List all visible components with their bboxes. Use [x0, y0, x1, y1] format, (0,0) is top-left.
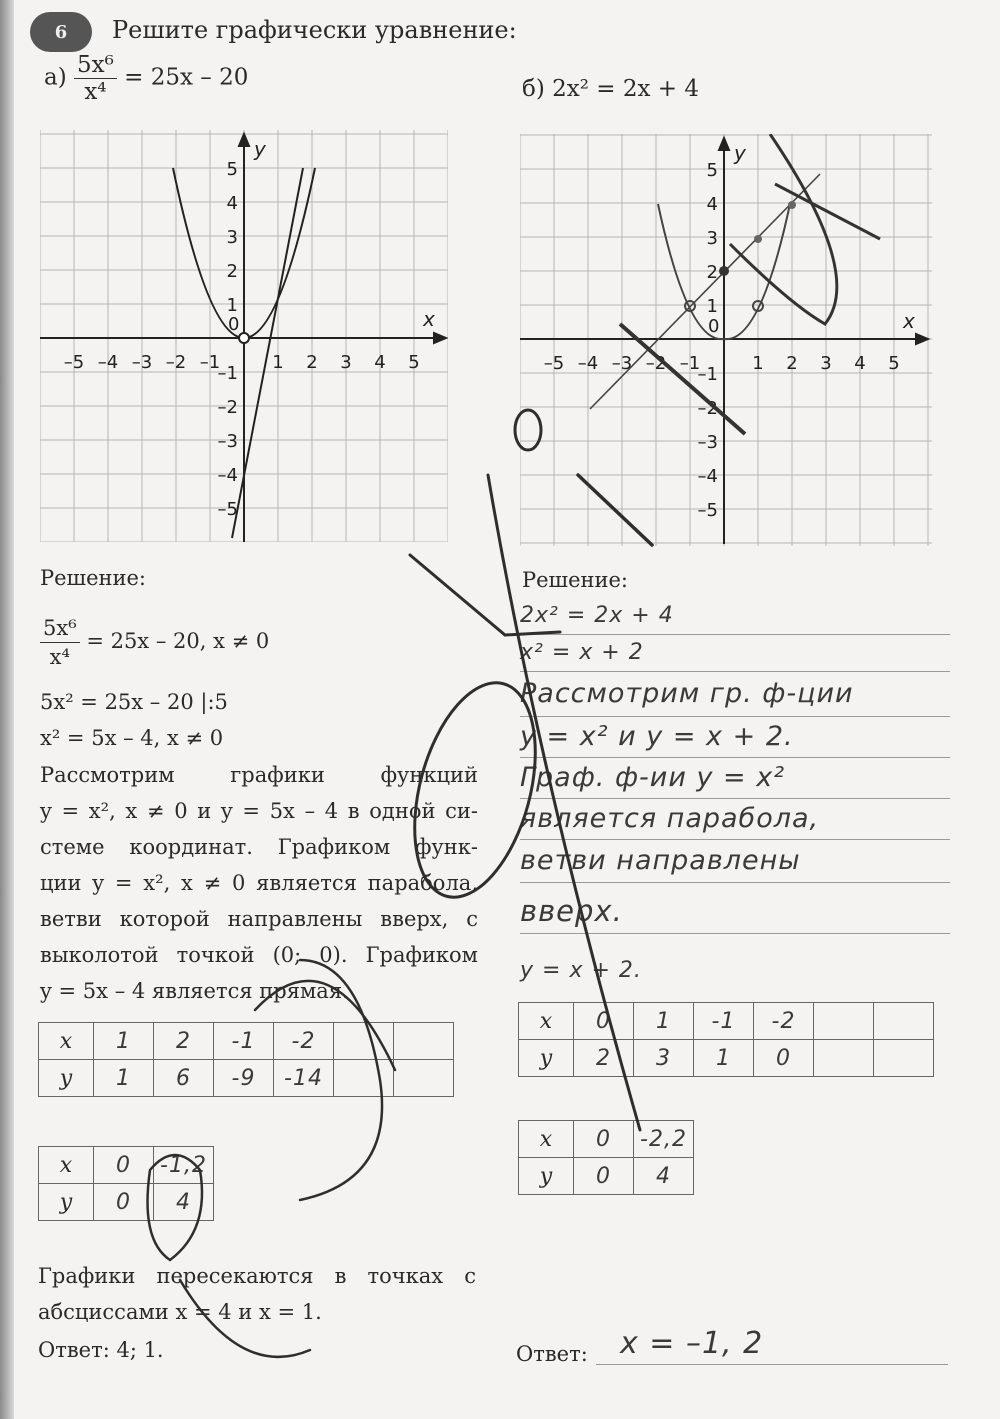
table-header-x: x	[519, 1121, 574, 1158]
part-a-label: а)	[44, 64, 67, 91]
paragraph-line: стеме координат. Графиком функ-	[40, 835, 478, 859]
graph-b	[520, 134, 932, 546]
graph-b-y-arrow	[719, 138, 729, 150]
table-cell: -1	[214, 1023, 274, 1060]
y-tick-label: –4	[217, 465, 238, 486]
x-tick-label: –5	[63, 352, 85, 373]
y-tick-label: 1	[706, 296, 718, 317]
y-tick-label: 1	[226, 295, 238, 316]
part-a-value-table-1	[38, 1022, 454, 1097]
y-tick-label: –4	[697, 466, 718, 487]
table-cell: 1	[634, 1003, 694, 1040]
x-tick-label: –5	[543, 353, 565, 374]
x-tick-label: –2	[165, 352, 187, 373]
graph-b-point	[719, 266, 729, 276]
x-tick-label: –1	[199, 352, 221, 373]
graph-b-x-ticks	[544, 353, 900, 374]
part-a-answer: Ответ: 4; 1.	[38, 1338, 164, 1362]
x-tick-label: –3	[131, 352, 153, 373]
graph-a-x-ticks	[64, 352, 420, 373]
graph-a	[40, 130, 448, 542]
x-tick-label: 3	[820, 353, 832, 374]
part-a-solution-rhs: = 25x – 20, x ≠ 0	[86, 629, 270, 653]
table-cell	[334, 1023, 394, 1060]
table-cell: 1	[94, 1060, 154, 1097]
part-b-equation-text: 2x² = 2x + 4	[552, 76, 699, 102]
part-a-conclusion-line2: абсциссами x = 4 и x = 1.	[38, 1300, 322, 1324]
x-tick-label: 3	[340, 352, 352, 373]
x-tick-label: –1	[679, 353, 701, 374]
x-tick-label: –2	[645, 353, 667, 374]
part-a-conclusion-line1: Графики пересекаются в точках с	[38, 1264, 476, 1288]
y-tick-label: –5	[217, 499, 238, 520]
paragraph-line: y = x², x ≠ 0 и y = 5x – 4 в одной си-	[40, 799, 478, 823]
table-cell: 4	[634, 1158, 694, 1195]
table-header-y: y	[39, 1060, 94, 1097]
x-tick-label: –4	[97, 352, 119, 373]
hand-line: y = x² и y = x + 2.	[520, 717, 950, 758]
graph-a-origin: 0	[228, 314, 240, 335]
part-b-answer-label: Ответ:	[516, 1342, 588, 1366]
x-tick-label: 1	[272, 352, 284, 373]
table-cell: 1	[694, 1040, 754, 1077]
part-b-label: б)	[522, 76, 545, 102]
x-tick-label: 2	[786, 353, 798, 374]
table-cell	[814, 1040, 874, 1077]
paragraph-line: Рассмотрим графики функций	[40, 763, 478, 787]
graph-b-x-label: x	[903, 309, 915, 333]
task-title: Решите графически уравнение:	[112, 16, 517, 44]
part-a-fraction	[74, 52, 117, 105]
x-tick-label: 5	[888, 353, 900, 374]
table-cell: -2	[754, 1003, 814, 1040]
y-tick-label: –1	[217, 363, 238, 384]
graph-b-heavy-stroke	[620, 324, 745, 434]
x-tick-label: –4	[577, 353, 599, 374]
graph-a-x-arrow	[434, 333, 446, 343]
table-row	[519, 1040, 934, 1077]
table-row	[519, 1121, 694, 1158]
y-tick-label: 5	[706, 160, 718, 181]
paragraph-line: y = 5x – 4 является прямая.	[40, 979, 349, 1003]
table-cell	[874, 1003, 934, 1040]
table-header-x: x	[39, 1023, 94, 1060]
table-row	[39, 1147, 214, 1184]
table-cell: -1	[694, 1003, 754, 1040]
x-tick-label: 4	[854, 353, 866, 374]
table-cell: -14	[274, 1060, 334, 1097]
graph-b-point	[754, 235, 762, 243]
table-cell: -2,2	[634, 1121, 694, 1158]
table-row	[519, 1003, 934, 1040]
part-a-solution-label: Решение:	[40, 566, 147, 590]
table-cell: 0	[94, 1184, 154, 1221]
part-b-answer-underline	[596, 1364, 948, 1365]
x-tick-label: 5	[408, 352, 420, 373]
table-cell: 2	[154, 1023, 214, 1060]
paragraph-line: ции y = x², x ≠ 0 является парабола,	[40, 871, 478, 895]
table-cell: -1,2	[154, 1147, 214, 1184]
graph-b-axes	[520, 138, 928, 544]
table-cell: 0	[574, 1121, 634, 1158]
task-number-badge	[30, 12, 92, 52]
hand-line: x² = x + 2	[520, 635, 950, 672]
table-header-y: y	[39, 1184, 94, 1221]
graph-b-y-label: y	[734, 141, 746, 165]
y-tick-label: 4	[706, 194, 718, 215]
hand-line: Рассмотрим гр. ф-ции	[520, 672, 950, 717]
table-cell: -9	[214, 1060, 274, 1097]
table-cell: 0	[574, 1003, 634, 1040]
table-header-x: x	[39, 1147, 94, 1184]
part-b-answer-value: x = –1, 2	[620, 1326, 764, 1361]
graph-b-diagonal-stroke	[775, 184, 880, 239]
table-cell: 4	[154, 1184, 214, 1221]
part-b-line-label: y = x + 2.	[520, 958, 642, 983]
table-row	[519, 1158, 694, 1195]
y-tick-label: 4	[226, 193, 238, 214]
graph-a-punctured-point	[239, 333, 249, 343]
y-tick-label: –5	[697, 500, 718, 521]
part-a-rhs: = 25x – 20	[124, 64, 249, 91]
table-header-y: y	[519, 1158, 574, 1195]
table-row	[39, 1184, 214, 1221]
graph-b-point	[788, 201, 796, 209]
part-a-solution-denominator: x⁴	[49, 645, 70, 669]
part-a-equation	[44, 52, 248, 105]
table-cell	[394, 1023, 454, 1060]
paragraph-line: ветви которой направлены вверх, с	[40, 907, 478, 931]
table-cell: 1	[94, 1023, 154, 1060]
table-header-x: x	[519, 1003, 574, 1040]
graph-a-line	[232, 168, 303, 538]
page-margin-shade	[0, 0, 14, 1419]
part-a-numerator: 5x⁶	[74, 52, 117, 79]
table-cell	[874, 1040, 934, 1077]
part-a-value-table-2	[38, 1146, 214, 1221]
part-b-value-table-2	[518, 1120, 694, 1195]
hand-line: 2x² = 2x + 4	[520, 598, 950, 635]
graph-a-y-ticks	[218, 159, 238, 520]
y-tick-label: 3	[226, 227, 238, 248]
part-b-value-table-1	[518, 1002, 934, 1077]
graph-a-x-label: x	[423, 307, 435, 331]
y-tick-label: 3	[706, 228, 718, 249]
y-tick-label: 2	[226, 261, 238, 282]
table-cell: 6	[154, 1060, 214, 1097]
table-cell	[334, 1060, 394, 1097]
table-row	[39, 1060, 454, 1097]
part-b-handwritten-block	[520, 598, 950, 934]
table-cell: 0	[754, 1040, 814, 1077]
part-a-solution-line3: x² = 5x – 4, x ≠ 0	[40, 726, 224, 750]
table-cell: -2	[274, 1023, 334, 1060]
y-tick-label: 2	[706, 262, 718, 283]
x-tick-label: 1	[752, 353, 764, 374]
y-tick-label: –1	[697, 364, 718, 385]
graph-a-y-arrow	[239, 134, 249, 146]
x-tick-label: 2	[306, 352, 318, 373]
table-cell	[394, 1060, 454, 1097]
part-a-solution-fraction	[40, 614, 80, 671]
part-a-solution-numerator: 5x⁶	[40, 614, 80, 643]
part-b-solution-label: Решение:	[522, 568, 629, 592]
y-tick-label: 5	[226, 159, 238, 180]
table-header-y: y	[519, 1040, 574, 1077]
part-a-solution-line2: 5x² = 25x – 20 |:5	[40, 690, 228, 714]
hand-line: является парабола,	[520, 799, 950, 840]
hand-line: ветви направлены	[520, 840, 950, 883]
y-tick-label: –3	[697, 432, 718, 453]
table-cell: 2	[574, 1040, 634, 1077]
scribble-stroke	[410, 555, 505, 635]
table-cell: 0	[574, 1158, 634, 1195]
task-number: 6	[54, 21, 68, 43]
table-cell	[814, 1003, 874, 1040]
graph-b-x-arrow	[916, 334, 928, 344]
part-a-solution-line1	[40, 614, 269, 671]
y-tick-label: –2	[217, 397, 238, 418]
y-tick-label: –2	[697, 398, 718, 419]
graph-b-origin: 0	[708, 316, 720, 337]
x-tick-label: 4	[374, 352, 386, 373]
x-tick-label: –3	[611, 353, 633, 374]
part-a-paragraph	[40, 757, 478, 1009]
part-a-denominator: x⁴	[84, 79, 107, 105]
hand-line: вверх.	[520, 883, 950, 934]
graph-a-y-label: y	[254, 137, 266, 161]
hand-line: Граф. ф-ии y = x²	[520, 758, 950, 799]
paragraph-line: выколотой точкой (0; 0). Графиком	[40, 943, 478, 967]
graph-b-y-ticks	[698, 160, 718, 521]
table-row	[39, 1023, 454, 1060]
table-cell: 3	[634, 1040, 694, 1077]
table-cell: 0	[94, 1147, 154, 1184]
y-tick-label: –3	[217, 431, 238, 452]
part-b-equation	[522, 76, 699, 102]
